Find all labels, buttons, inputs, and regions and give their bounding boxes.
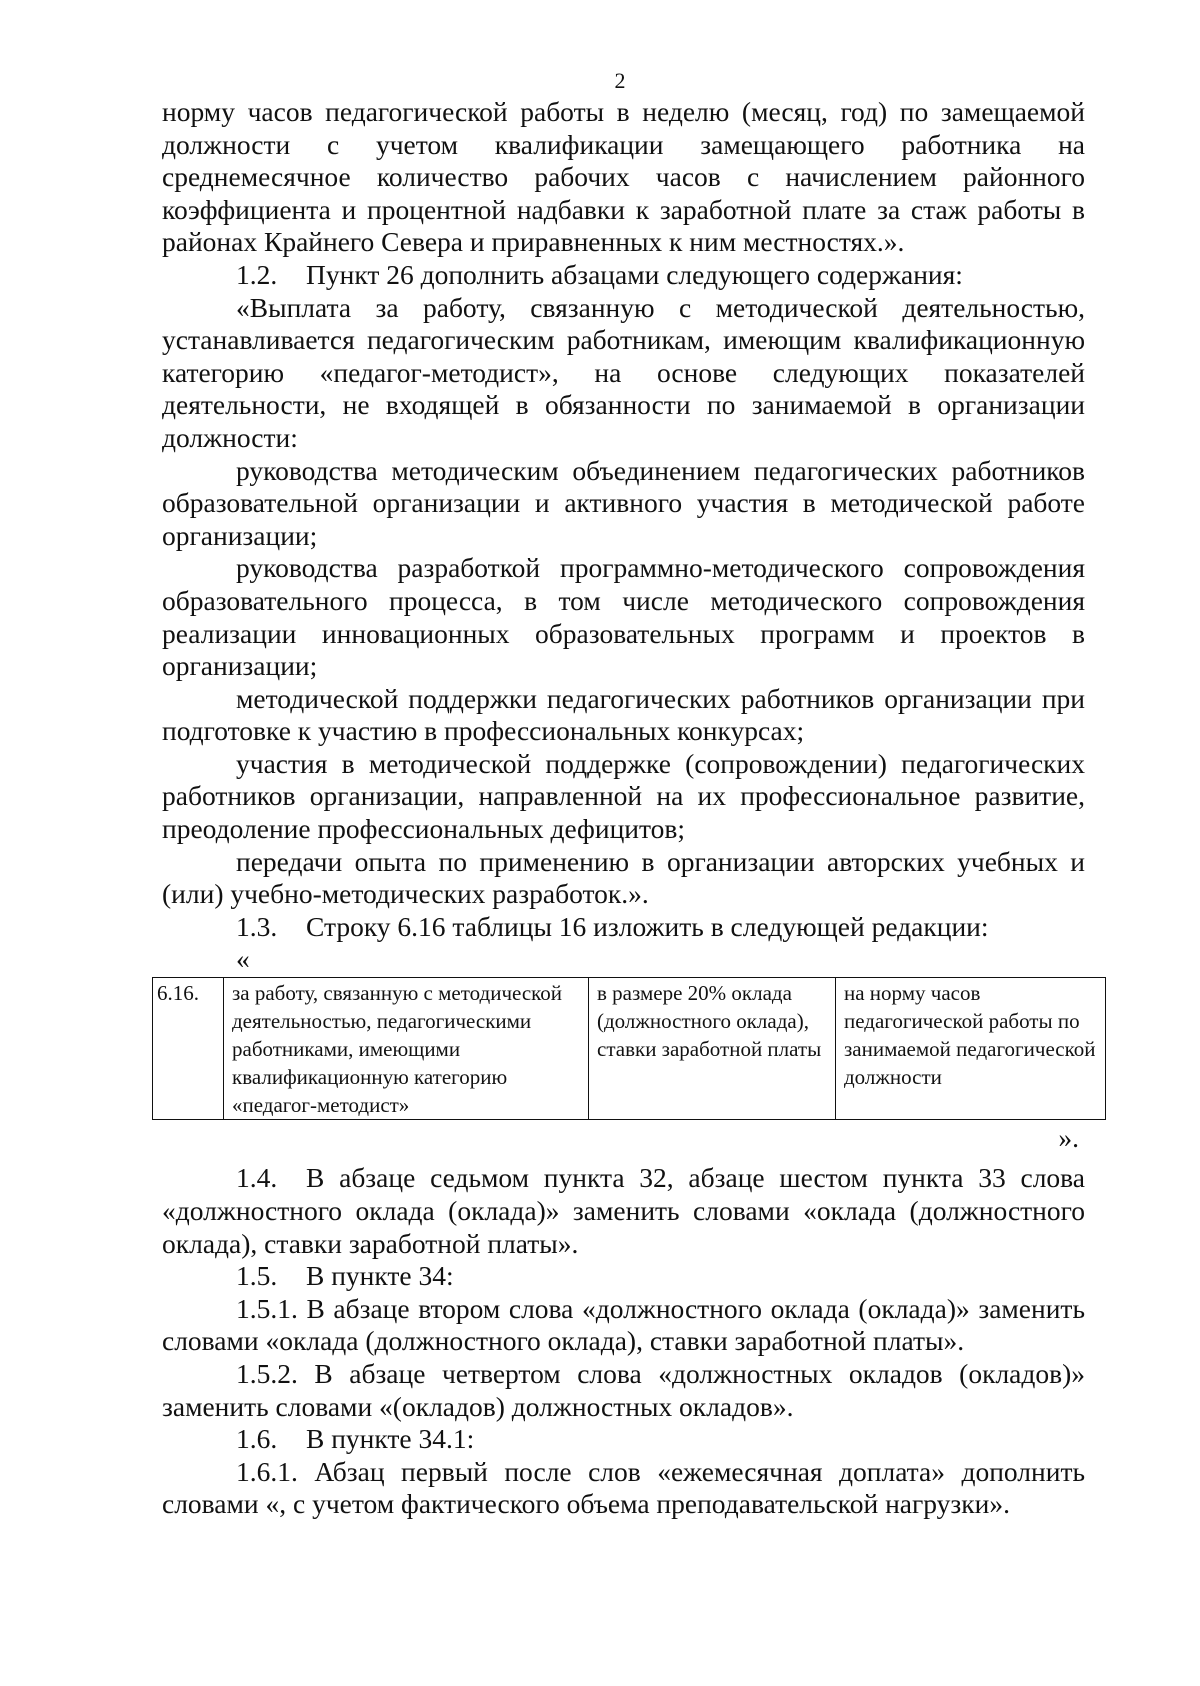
item-1-2 — [162, 259, 1085, 292]
item-1-4 — [162, 1162, 1085, 1260]
table-cell-amount: в размере 20% оклада (должностного оклада), ставки заработной платы — [589, 978, 836, 1120]
bullet-paragraph: руководства разработкой программно-методического сопровождения образовательного процесса, в том числе методического сопровождения реализации инновационных образовательных программ и проектов в организации; — [162, 552, 1085, 682]
bullet-paragraph: руководства методическим объединением педагогических работников образовательной организации и активного участия в методической работе организации; — [162, 454, 1085, 551]
bullet-paragraph: передачи опыта по применению в организации авторских учебных и (или) учебно-методических разработок.». — [162, 845, 1085, 910]
sub-item-number: 1.5.2. — [236, 1358, 298, 1389]
item-text: Пункт 26 дополнить абзацами следующего содержания: — [306, 258, 963, 290]
table-row — [153, 978, 1106, 1120]
quote-lead-paragraph: «Выплата за работу, связанную с методической деятельностью, устанавливается педагогическим работникам, имеющим квалификационную категорию «педагог-методист», на основе следующих показателей деятельности, не входящей в обязанности по занимаемой в организации должности: — [162, 291, 1085, 453]
item-text: В пункте 34.1: — [306, 1423, 475, 1455]
table-cell-number: 6.16. — [153, 978, 224, 1120]
close-quote: ». — [1058, 1122, 1079, 1154]
paragraph-continuation: норму часов педагогической работы в неделю (месяц, год) по замещаемой должности с учетом квалификации замещающего работника на среднемесячное количество рабочих часов с начислением районного коэффициента и процентной надбавки к заработной плате за стаж работы в районах Крайнего Севера и приравненных к ним местностях.». — [162, 96, 1085, 258]
item-1-5-2 — [162, 1358, 1085, 1423]
bullet-paragraph: методической поддержки педагогических работников организации при подготовке к участию в профессиональных конкурсах; — [162, 682, 1085, 747]
item-number: 1.4. — [236, 1162, 278, 1194]
item-1-6 — [162, 1423, 1085, 1456]
item-text: Строку 6.16 таблицы 16 изложить в следующей редакции: — [306, 910, 989, 942]
document-body — [157, 96, 1096, 1521]
item-number: 1.2. — [236, 258, 278, 290]
sub-item-text: В абзаце четвертом слова «должностных окладов (окладов)» заменить словами «(окладов) должностных окладов». — [162, 1358, 1086, 1422]
item-text: В абзаце седьмом пункта 32, абзаце шестом пункта 33 слова «должностного оклада (оклада)» заменить словами «оклада (должностного оклада), ставки заработной платы». — [162, 1162, 1085, 1259]
item-number: 1.6. — [236, 1423, 278, 1455]
item-text: В пункте 34: — [306, 1260, 454, 1292]
item-number: 1.3. — [236, 910, 278, 942]
amendment-table — [152, 977, 1106, 1120]
table-cell-basis: на норму часов педагогической работы по занимаемой педагогической должности — [836, 978, 1106, 1120]
table-row-container — [152, 977, 1103, 1120]
table-cell-description: за работу, связанную с методической деятельностью, педагогическими работниками, имеющими квалификационную категорию «педагог-методист» — [224, 978, 589, 1120]
item-1-5 — [162, 1260, 1085, 1293]
item-number: 1.5. — [236, 1260, 278, 1292]
sub-item-text: В абзаце втором слова «должностного оклада (оклада)» заменить словами «оклада (должностного оклада), ставки заработной платы». — [162, 1292, 1085, 1357]
item-1-5-1 — [162, 1293, 1085, 1358]
item-1-6-1 — [162, 1456, 1085, 1521]
sub-item-number: 1.5.1. — [236, 1292, 298, 1324]
page-number: 2 — [614, 68, 626, 93]
bullet-paragraph: участия в методической поддержке (сопровождении) педагогических работников организации, направленной на их профессиональное развитие, преодоление профессиональных дефицитов; — [162, 747, 1085, 845]
sub-item-text: Абзац первый после слов «ежемесячная доплата» дополнить словами «, с учетом фактического объема преподавательской нагрузки». — [162, 1455, 1086, 1520]
item-1-3 — [162, 911, 1085, 944]
sub-item-number: 1.6.1. — [236, 1455, 298, 1487]
open-quote: « — [236, 943, 250, 975]
